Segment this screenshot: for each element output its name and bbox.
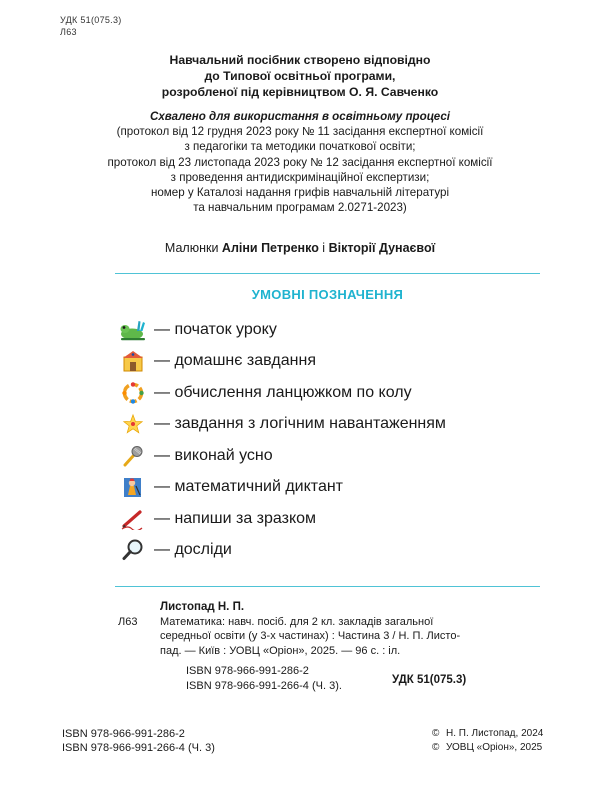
legend-item bbox=[118, 377, 538, 409]
copyright-line bbox=[432, 727, 543, 741]
catalog-card bbox=[118, 600, 538, 693]
approval-line: з педагогіки та методики початкової освіти; bbox=[184, 140, 416, 154]
legend-item bbox=[118, 314, 538, 346]
legend-text: — математичний диктант bbox=[154, 478, 344, 496]
legend-title: УМОВНІ ПОЗНАЧЕННЯ bbox=[251, 287, 404, 302]
house-book-icon bbox=[118, 348, 148, 374]
copyright-block bbox=[432, 727, 543, 755]
legend-text: — домашнє завдання bbox=[154, 352, 316, 370]
legend-item bbox=[118, 503, 538, 535]
legend-text: — напиши за зразком bbox=[154, 509, 317, 527]
circle-chain-icon bbox=[118, 380, 148, 406]
bottom-isbn-block bbox=[62, 727, 215, 755]
top-library-code: Л63 bbox=[60, 27, 77, 37]
star-icon bbox=[118, 411, 148, 437]
top-udk bbox=[60, 14, 122, 38]
legend-text: — виконай усно bbox=[154, 446, 273, 464]
approval-line: (протокол від 12 грудня 2023 року № 11 засідання експертної комісії bbox=[116, 125, 484, 139]
legend-bottom-divider bbox=[115, 586, 540, 587]
catalog-isbn: ISBN 978-966-991-266-4 (Ч. 3). bbox=[186, 679, 342, 692]
copyright-icon: © bbox=[432, 728, 440, 739]
frog-icon bbox=[118, 317, 148, 343]
copyright-line bbox=[432, 741, 543, 755]
pen-icon bbox=[118, 506, 148, 532]
legend-list bbox=[118, 314, 538, 566]
microphone-icon bbox=[118, 443, 148, 469]
intro-line: до Типової освітньої програми, bbox=[204, 69, 396, 83]
catalog-description bbox=[160, 615, 460, 659]
illustrator-2: Вікторії Дунаєвої bbox=[328, 241, 436, 255]
catalog-desc-line: Математика: навч. посіб. для 2 кл. закладів загальної bbox=[160, 615, 434, 628]
illustrations-prefix: Малюнки bbox=[164, 241, 222, 255]
intro-line: Навчальний посібник створено відповідно bbox=[169, 53, 431, 67]
approval-line: номер у Каталозі надання грифів навчальній літературі bbox=[150, 186, 450, 200]
bottom-isbn: ISBN 978-966-991-266-4 (Ч. 3) bbox=[62, 742, 215, 754]
illustrations-credit bbox=[60, 240, 540, 256]
copyright-icon: © bbox=[432, 742, 440, 753]
legend-top-divider bbox=[115, 273, 540, 274]
illustrations-joiner: і bbox=[318, 241, 329, 255]
catalog-author: Листопад Н. П. bbox=[160, 601, 245, 613]
catalog-desc-line: середньої освіти (у 3-х частинах) : Частина 3 / Н. П. Листо- bbox=[160, 630, 461, 642]
legend-item bbox=[118, 346, 538, 378]
copyright-text: УОВЦ «Оріон», 2025 bbox=[446, 742, 543, 753]
legend-item bbox=[118, 535, 538, 567]
approval-line: з проведення антидискримінаційної експертизи; bbox=[170, 170, 430, 184]
approval-block bbox=[60, 109, 540, 215]
legend-text: — досліди bbox=[154, 541, 232, 559]
legend-item bbox=[118, 440, 538, 472]
magnifier-icon bbox=[118, 537, 148, 563]
legend-text: — обчислення ланцюжком по колу bbox=[154, 383, 412, 401]
catalog-entry bbox=[118, 615, 538, 659]
intro-line: розробленої під керівництвом О. Я. Савченко bbox=[161, 85, 439, 99]
catalog-desc-line: пад. — Київ : УОВЦ «Оріон», 2025. — 96 с. : іл. bbox=[160, 644, 401, 657]
legend-text: — початок уроку bbox=[154, 320, 277, 338]
catalog-code: Л63 bbox=[118, 615, 138, 628]
approval-line: та навчальним програмам 2.0271-2023) bbox=[193, 201, 407, 215]
pencil-dictation-icon bbox=[118, 474, 148, 500]
legend-text: — завдання з логічним навантаженням bbox=[154, 415, 446, 433]
bottom-udk: УДК 51(075.3) bbox=[392, 674, 467, 686]
intro-block bbox=[60, 52, 540, 100]
illustrator-1: Аліни Петренко bbox=[221, 241, 319, 255]
approval-line: протокол від 23 листопада 2023 року № 12 засідання експертної комісії bbox=[107, 155, 493, 169]
top-udk-code: УДК 51(075.3) bbox=[60, 15, 122, 25]
legend-item bbox=[118, 409, 538, 441]
approval-lead: Схвалено для використання в освітньому процесі bbox=[149, 110, 451, 123]
catalog-isbn: ISBN 978-966-991-286-2 bbox=[186, 665, 309, 677]
copyright-text: Н. П. Листопад, 2024 bbox=[446, 728, 544, 739]
legend-item bbox=[118, 472, 538, 504]
bottom-isbn: ISBN 978-966-991-286-2 bbox=[62, 728, 185, 740]
